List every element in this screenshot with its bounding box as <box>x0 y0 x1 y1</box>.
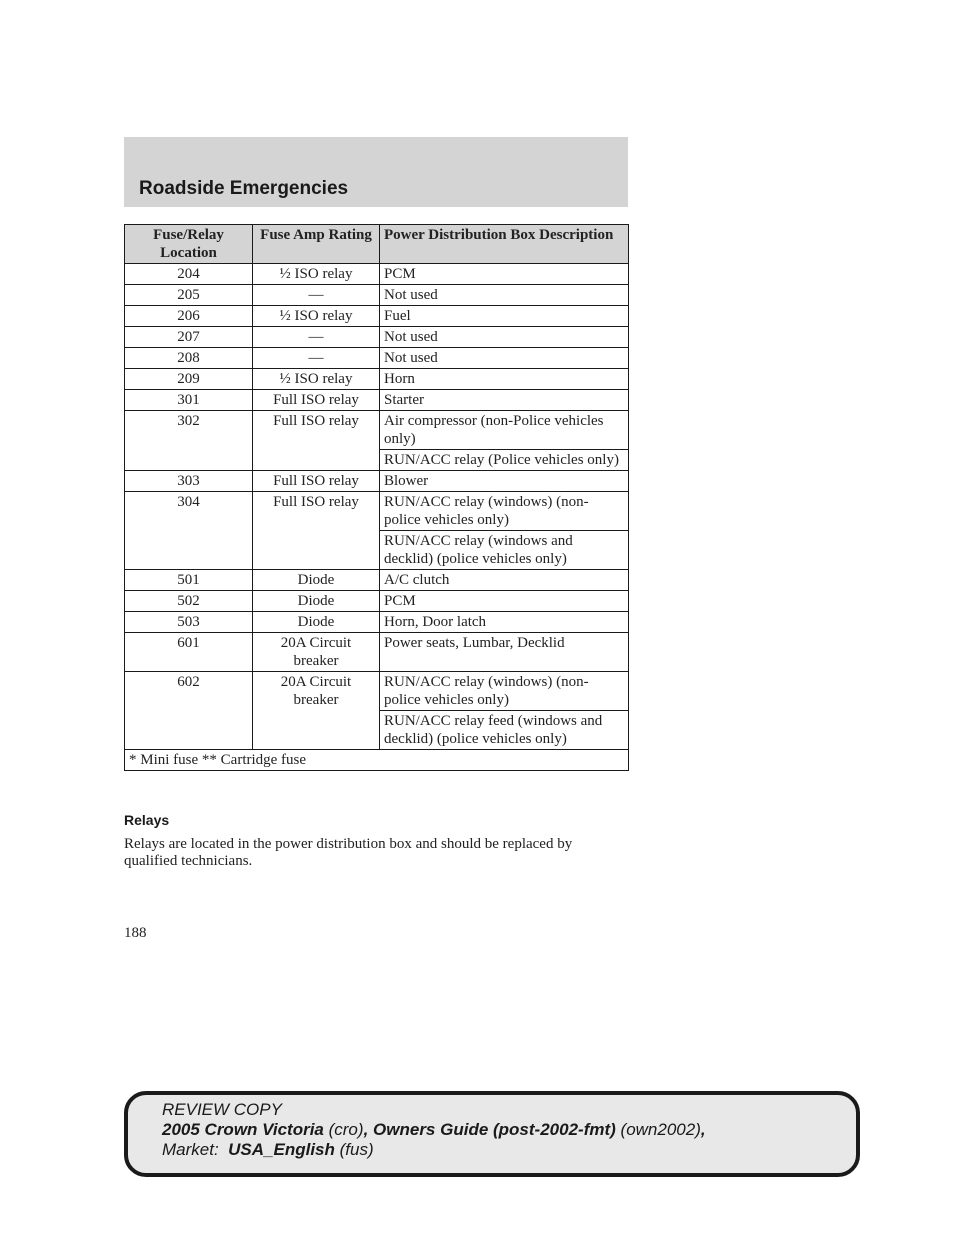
cell-location: 502 <box>125 591 253 612</box>
cell-description: RUN/ACC relay feed (windows and decklid) (police vehicles only) <box>380 711 629 750</box>
cell-rating: 20A Circuit breaker <box>253 672 380 750</box>
cell-rating: ½ ISO relay <box>253 306 380 327</box>
cell-location: 601 <box>125 633 253 672</box>
cell-description: Air compressor (non-Police vehicles only) <box>380 411 629 450</box>
cell-description: RUN/ACC relay (windows) (non-police vehicles only) <box>380 672 629 711</box>
market-label: Market: <box>162 1140 219 1159</box>
vehicle-model: 2005 Crown Victoria <box>162 1120 324 1139</box>
cell-location: 207 <box>125 327 253 348</box>
cell-description: A/C clutch <box>380 570 629 591</box>
page-number: 188 <box>124 925 147 941</box>
cell-description: Not used <box>380 348 629 369</box>
separator-comma: , <box>363 1120 369 1139</box>
cell-description: RUN/ACC relay (Police vehicles only) <box>380 450 629 471</box>
cell-description: RUN/ACC relay (windows) (non-police vehicles only) <box>380 492 629 531</box>
cell-rating: 20A Circuit breaker <box>253 633 380 672</box>
cell-location: 302 <box>125 411 253 471</box>
cell-location: 209 <box>125 369 253 390</box>
market-name: USA_English <box>228 1140 335 1159</box>
table-row <box>125 411 629 450</box>
relays-heading: Relays <box>124 812 170 828</box>
review-copy-box <box>124 1091 860 1177</box>
cell-rating: Diode <box>253 570 380 591</box>
cell-rating: ½ ISO relay <box>253 264 380 285</box>
cell-rating: — <box>253 285 380 306</box>
review-copy-text <box>162 1100 706 1160</box>
table-row <box>125 492 629 531</box>
column-header-description: Power Distribution Box Description <box>380 225 629 264</box>
table-footnote-row <box>125 750 629 771</box>
cell-location: 304 <box>125 492 253 570</box>
fuse-relay-table <box>124 224 629 771</box>
cell-description: PCM <box>380 264 629 285</box>
table-header-row <box>125 225 629 264</box>
cell-rating: ½ ISO relay <box>253 369 380 390</box>
guide-name: Owners Guide (post-2002-fmt) <box>373 1120 616 1139</box>
cell-description: Horn <box>380 369 629 390</box>
cell-location: 503 <box>125 612 253 633</box>
cell-description: Blower <box>380 471 629 492</box>
table-row <box>125 570 629 591</box>
relays-paragraph: Relays are located in the power distribution box and should be replaced by qualified technicians. <box>124 836 573 869</box>
cell-description: Not used <box>380 327 629 348</box>
cell-rating: Full ISO relay <box>253 471 380 492</box>
cell-rating: Diode <box>253 591 380 612</box>
cell-location: 501 <box>125 570 253 591</box>
table-row <box>125 327 629 348</box>
table-footnote: * Mini fuse ** Cartridge fuse <box>125 750 629 771</box>
cell-location: 602 <box>125 672 253 750</box>
market-code: (fus) <box>339 1140 374 1159</box>
cell-rating: Full ISO relay <box>253 411 380 471</box>
column-header-location: Fuse/Relay Location <box>125 225 253 264</box>
table-row <box>125 633 629 672</box>
cell-rating: — <box>253 327 380 348</box>
column-header-rating: Fuse Amp Rating <box>253 225 380 264</box>
table-row <box>125 285 629 306</box>
review-copy-line-3 <box>162 1140 706 1160</box>
section-title: Roadside Emergencies <box>139 178 349 199</box>
table-row <box>125 369 629 390</box>
review-copy-label: REVIEW COPY <box>162 1100 282 1119</box>
vehicle-model-code: (cro) <box>328 1120 364 1139</box>
cell-location: 206 <box>125 306 253 327</box>
cell-rating: Full ISO relay <box>253 390 380 411</box>
cell-description: Power seats, Lumbar, Decklid <box>380 633 629 672</box>
cell-rating: Diode <box>253 612 380 633</box>
cell-description: Starter <box>380 390 629 411</box>
guide-code: (own2002) <box>620 1120 701 1139</box>
cell-description: Horn, Door latch <box>380 612 629 633</box>
cell-location: 301 <box>125 390 253 411</box>
table-row <box>125 390 629 411</box>
section-header-band <box>124 137 628 207</box>
table-row <box>125 306 629 327</box>
cell-description: Not used <box>380 285 629 306</box>
cell-rating: — <box>253 348 380 369</box>
cell-description: RUN/ACC relay (windows and decklid) (police vehicles only) <box>380 531 629 570</box>
table-row <box>125 348 629 369</box>
table-body <box>125 264 629 771</box>
table-row <box>125 612 629 633</box>
cell-location: 204 <box>125 264 253 285</box>
table-row <box>125 264 629 285</box>
cell-rating: Full ISO relay <box>253 492 380 570</box>
cell-location: 303 <box>125 471 253 492</box>
cell-location: 208 <box>125 348 253 369</box>
table-row <box>125 672 629 711</box>
cell-location: 205 <box>125 285 253 306</box>
cell-description: PCM <box>380 591 629 612</box>
table-row <box>125 591 629 612</box>
cell-description: Fuel <box>380 306 629 327</box>
separator-comma: , <box>700 1120 706 1139</box>
review-copy-line-2 <box>162 1120 706 1140</box>
table-row <box>125 471 629 492</box>
